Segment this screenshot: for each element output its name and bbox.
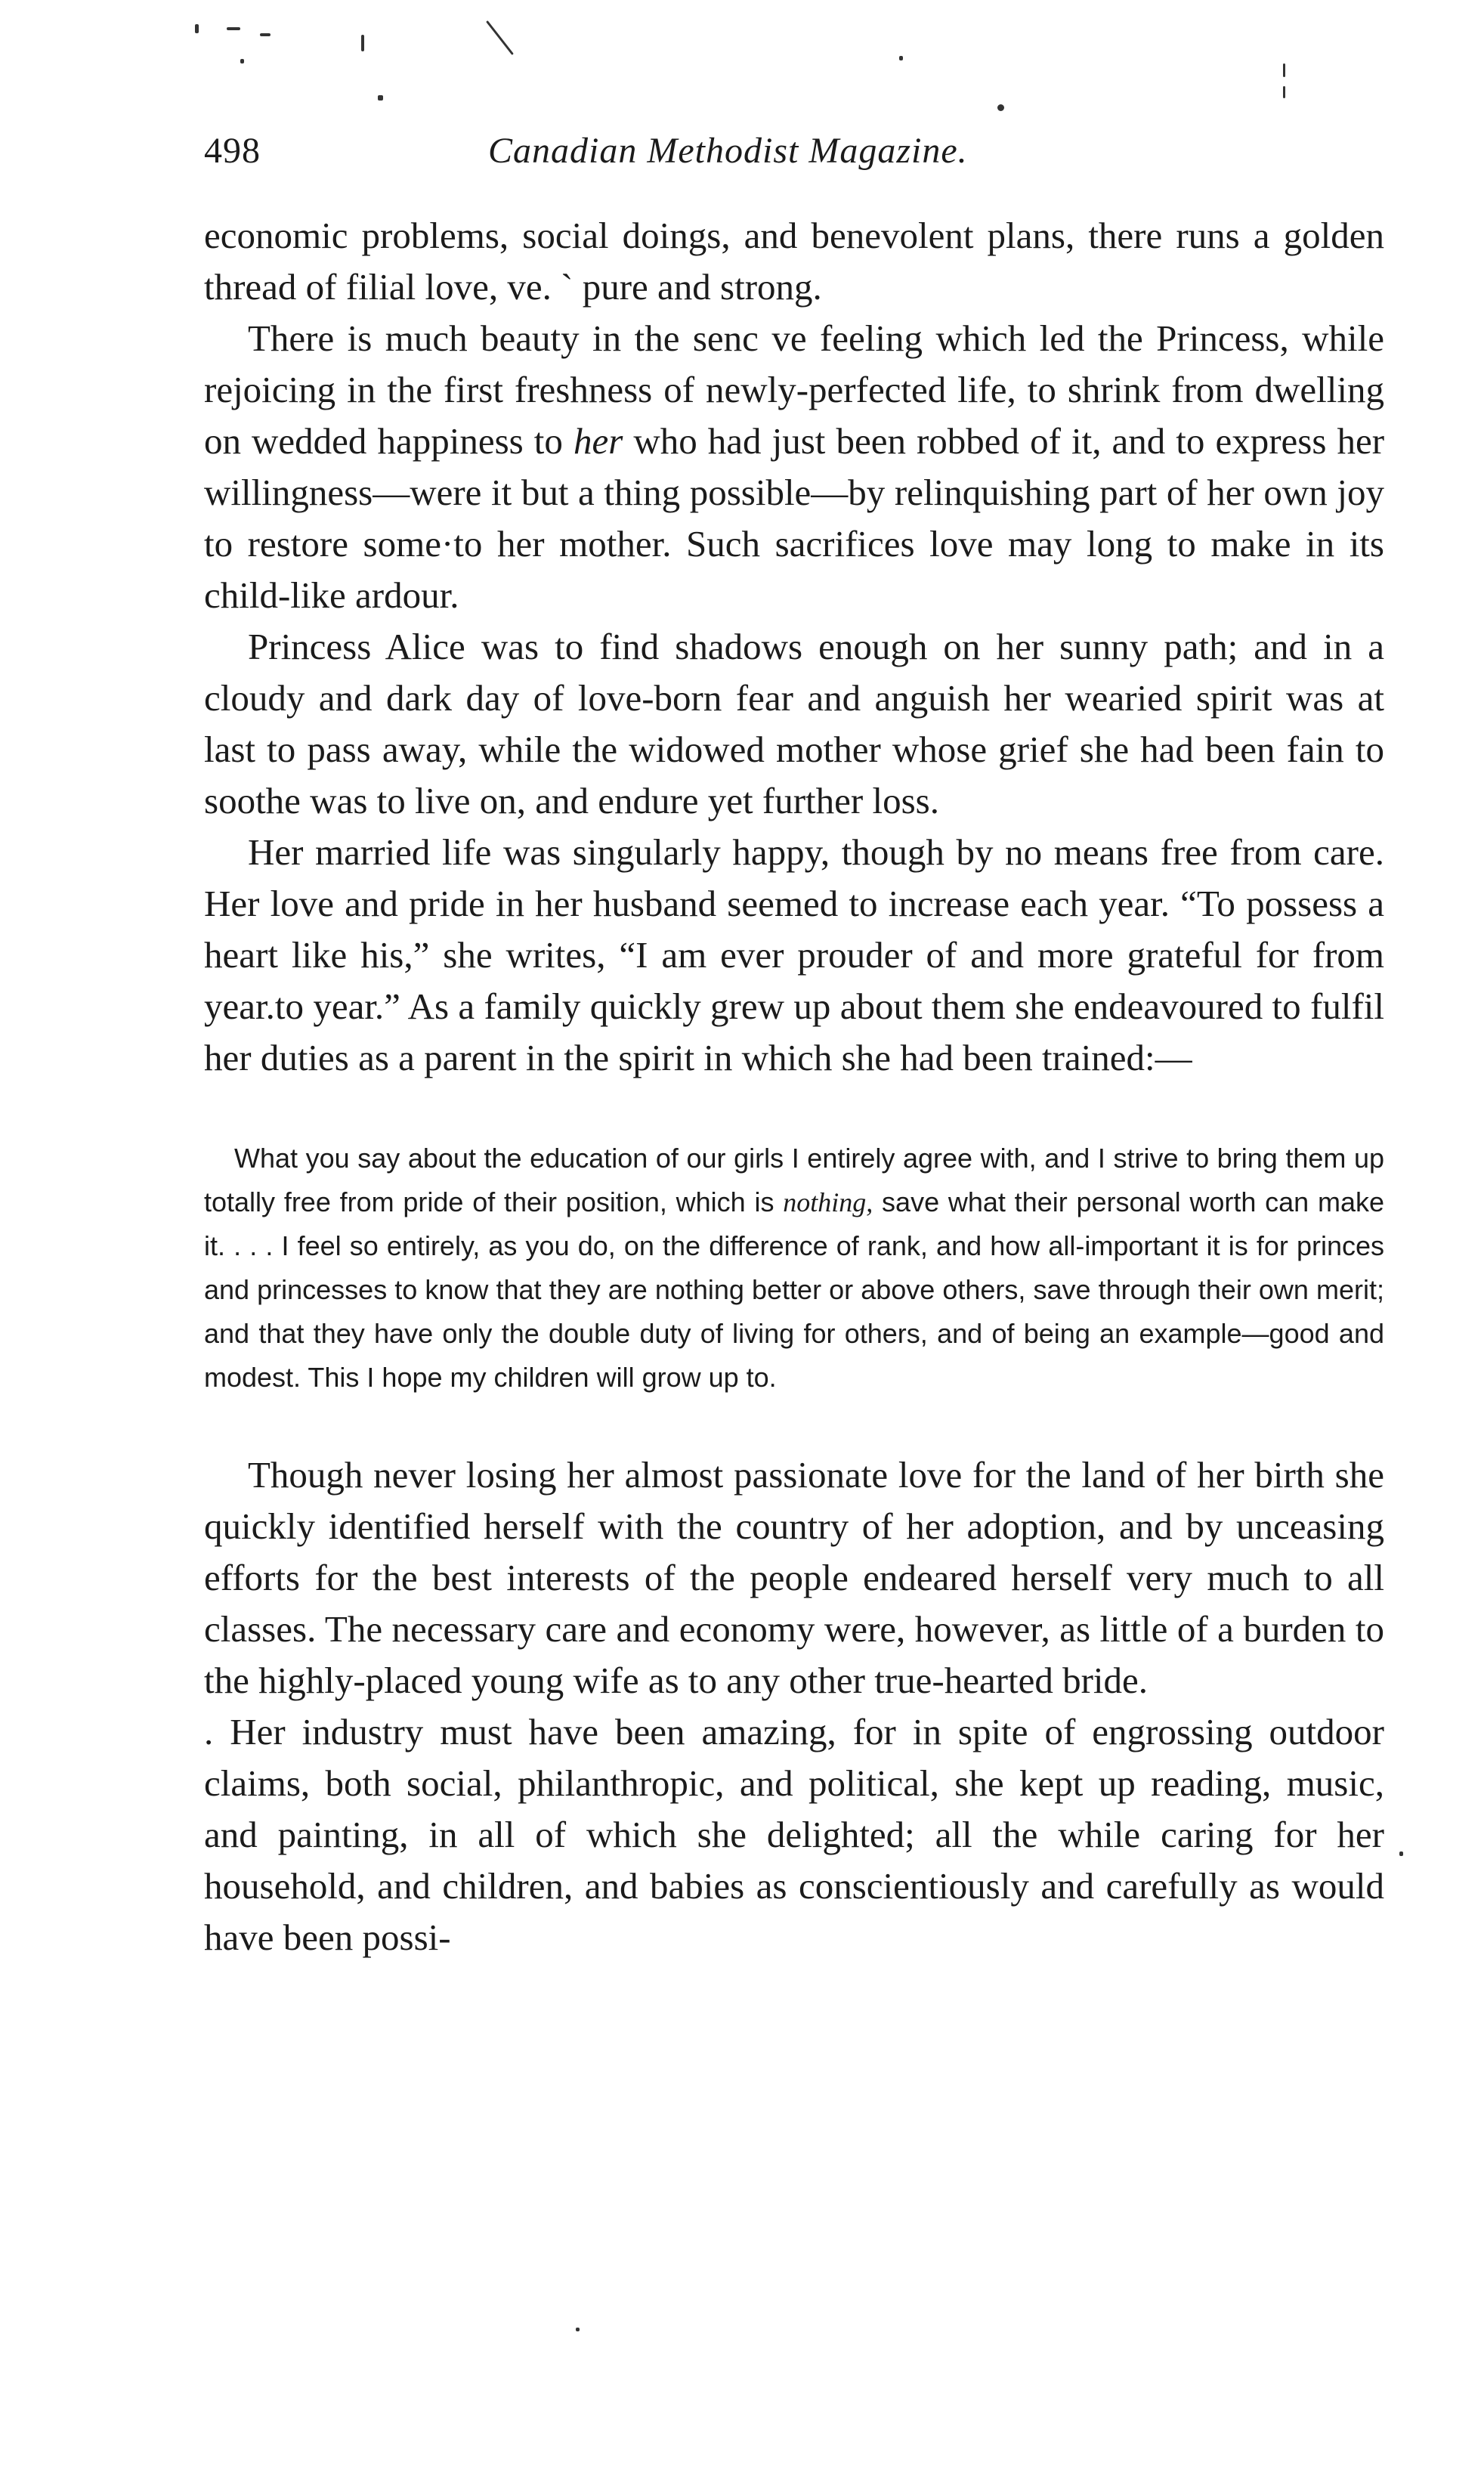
scan-speck — [486, 20, 514, 55]
scan-speck — [361, 35, 364, 51]
paragraph: Princess Alice was to find shadows enough on her sunny path; and in a cloudy and dark day of love-born fear and anguish her wearied spirit was at last to pass away, while the widowed mother whose grief she had been fain to soothe was to live on, and endure yet further loss. — [204, 626, 1384, 821]
scan-speck — [576, 2328, 580, 2331]
paragraph-text: who had just been robbed of it, and to express her willingness—were it but a thing possible—by relinquishing part of her own joy to restore some·to her mother. Such sacrifices love may long to make in its child-like ardour. — [204, 420, 1385, 616]
quote-text: What you say about the education of our girls I entirely agree with, and I strive to bring them up totally free from pride of their position, which is — [204, 1143, 1384, 1217]
page-header — [204, 130, 1383, 190]
scan-speck — [227, 27, 240, 30]
quote-emphasis: nothing, — [783, 1187, 873, 1217]
scan-speck — [1283, 63, 1285, 77]
paragraph: Though never losing her almost passionate love for the land of her birth she quickly identified herself with the country of her adoption, and by unceasing efforts for the best interests of the people endeared herself very much to all classes. The necessary care and economy were, however, as little of a burden to the highly-placed young wife as to any other true-hearted bride. — [204, 1454, 1384, 1701]
paragraph-continued: economic problems, social doings, and benevolent plans, there runs a golden thread of filial love, ve. ` pure and strong. — [204, 215, 1384, 308]
paragraph: . Her industry must have been amazing, for in spite of engrossing outdoor claims, both social, philanthropic, and political, she kept up reading, music, and painting, in all of which she delighted; all the while caring for her household, and children, and babies as conscientiously and carefully as would have been possi- — [204, 1711, 1384, 1958]
quote-text: save what their personal worth can make it. . . . I feel so entirely, as you do, on the difference of rank, and how all-important it is for princes and princesses to know that they are nothing better or above others, save through their own merit; and that they have only the double duty of living for others, and of being an example—good and modest. This I hope my children will grow up to. — [204, 1186, 1384, 1393]
scan-speck — [260, 33, 271, 36]
body-text — [204, 210, 1384, 1963]
paragraph: Her married life was singularly happy, though by no means free from care. Her love and pride in her husband seemed to increase each year. “To possess a heart like his,” she writes, “I am ever prouder of and more grateful for from year.to year.” As a family quickly grew up about them she endeavoured to fulfil her duties as a parent in the spirit in which she had been trained:— — [204, 831, 1384, 1078]
emphasis-text: her — [573, 420, 623, 462]
scan-speck — [1283, 86, 1285, 98]
page-number: 498 — [204, 131, 261, 171]
scan-speck — [378, 95, 383, 101]
block-quote — [204, 1137, 1384, 1400]
scan-speck — [997, 104, 1004, 111]
paragraph — [204, 313, 1384, 621]
scan-speck — [240, 59, 244, 63]
paragraph-text: There is much beauty in the senc ve feeling which led the Princess, while rejoicing in the first freshness of newly-perfected life, to shrink from dwelling on wedded happiness to — [204, 317, 1384, 462]
running-title: Canadian Methodist Magazine. — [488, 131, 968, 171]
scan-speck — [899, 56, 903, 60]
scan-speck — [195, 24, 199, 33]
scan-speck — [1399, 1851, 1403, 1856]
